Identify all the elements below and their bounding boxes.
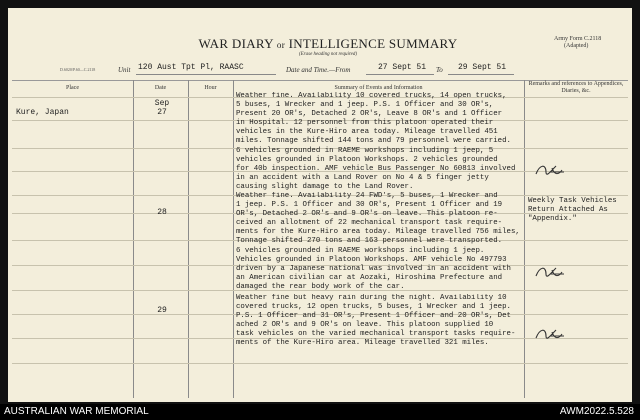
form-reference	[554, 36, 601, 50]
small-print: D.6020/P.60—C.2118	[60, 67, 96, 72]
date-label: Date and Time.—From	[286, 66, 351, 74]
col-header-remarks: Remarks and references to Appendices, Diaries, &c.	[528, 81, 624, 94]
date-29: 29	[157, 306, 167, 315]
col-header-date: Date	[154, 85, 167, 91]
remark-appendix: Weekly Task Vehicles Return Attached As "Appendix."	[528, 197, 617, 224]
date-day: 27	[157, 108, 167, 117]
row-rule	[12, 363, 628, 364]
date-month: Sep	[154, 99, 170, 108]
signature-initials-2	[532, 262, 568, 282]
date-sep-27	[142, 99, 182, 117]
archive-footer	[0, 404, 640, 420]
signature-initials-1	[532, 160, 568, 180]
footer-institution: AUSTRALIAN WAR MEMORIAL	[4, 406, 149, 417]
place-value: Kure, Japan	[16, 108, 69, 117]
unit-value: 120 Aust Tpt Pl, RAASC	[138, 63, 244, 72]
date-28: 28	[157, 208, 167, 217]
col-header-place: Place	[66, 85, 79, 91]
title-or: or	[276, 40, 286, 50]
date-to: 29 Sept 51	[458, 63, 507, 72]
form-ref-line-1: Army Form C.2118	[554, 36, 602, 42]
date-to-underline	[448, 74, 514, 75]
footer-accession-number: AWM2022.5.528	[559, 406, 634, 417]
date-from-underline	[366, 74, 434, 75]
col-divider-3	[233, 80, 234, 398]
signature-initials-3	[532, 324, 568, 344]
diary-page	[8, 8, 632, 402]
col-divider-1	[133, 80, 134, 398]
page-title	[168, 36, 488, 52]
entry-sep-28: Weather fine. Availability 24 FWD's, 5 buses, 1 Wrecker and 1 jeep. P.S. 1 Officer and 30 OR's, Present 1 Officer and 19 OR's, Detached 2 OR's and 9 OR's on leave. This platoon re- ceived an allotment of 22 mechanical transport task require- ments for the Kure-Hiro area today. Mileage travelled 756 miles, Tonnage shifted 270 tons and 163 personnel were transported. 6 vehicles grounded in RAEME workshops including 1 jeep. Vehicles grounded in Platoon Workshops. AMF vehicle No 497793 driven by a Japanese national was involved in an accident with an American civilian car at Aozaki, Hiroshima Prefecture and damaged the rear body work of the car.	[236, 192, 520, 291]
title-war-diary: WAR DIARY	[198, 36, 274, 51]
col-header-summary: Summary of Events and Information	[334, 85, 423, 91]
entry-sep-29: Weather fine but heavy rain during the night. Availability 10 covered trucks, 12 open trucks, 5 buses, 1 Wrecker and 1 jeep. P.S. 1 Officer and 31 OR's, Present 1 Officer and 20 OR's, Det ached 2 OR's and 9 OR's on leave. This platoon supplied 10 task vehicles on the varied mechanical transport tasks require- ments of the Kure-Hiro area. Mileage travelled 321 miles.	[236, 294, 516, 348]
unit-underline	[136, 74, 276, 75]
col-divider-2	[188, 80, 189, 398]
form-ref-line-2: (Adapted)	[564, 43, 589, 49]
col-header-hour: Hour	[204, 85, 217, 91]
entry-sep-27: Weather fine. Availability 10 covered trucks, 14 open trucks, 5 buses, 1 Wrecker and 1 jeep. P.S. 1 Officer and 30 OR's, Present 20 OR's, Detached 2 OR's, Leave 8 OR's and 1 Officer in Hospital. 12 personnel from this platoon operated their vehicles in the Kure-Hiro area today. Mileage travelled 451 miles. Tonnage shifted 144 tons and 79 personnel were carried. 6 vehicles grounded in RAEME workshops including 1 jeep, 5 vehicles grounded in Platoon Workshops. 2 vehicles grounded for 40b inspection. AMF vehicle Bus Passenger No 60813 involved in an accident with a Land Rover on No 4 & 5 finger jetty causing slight damage to the Land Rover.	[236, 92, 516, 191]
title-intelligence-summary: INTELLIGENCE SUMMARY	[288, 36, 458, 51]
date-to-label: To	[436, 66, 443, 74]
date-from: 27 Sept 51	[378, 63, 427, 72]
unit-label: Unit	[118, 66, 131, 74]
title-subnote: (Erase heading not required)	[298, 52, 358, 57]
